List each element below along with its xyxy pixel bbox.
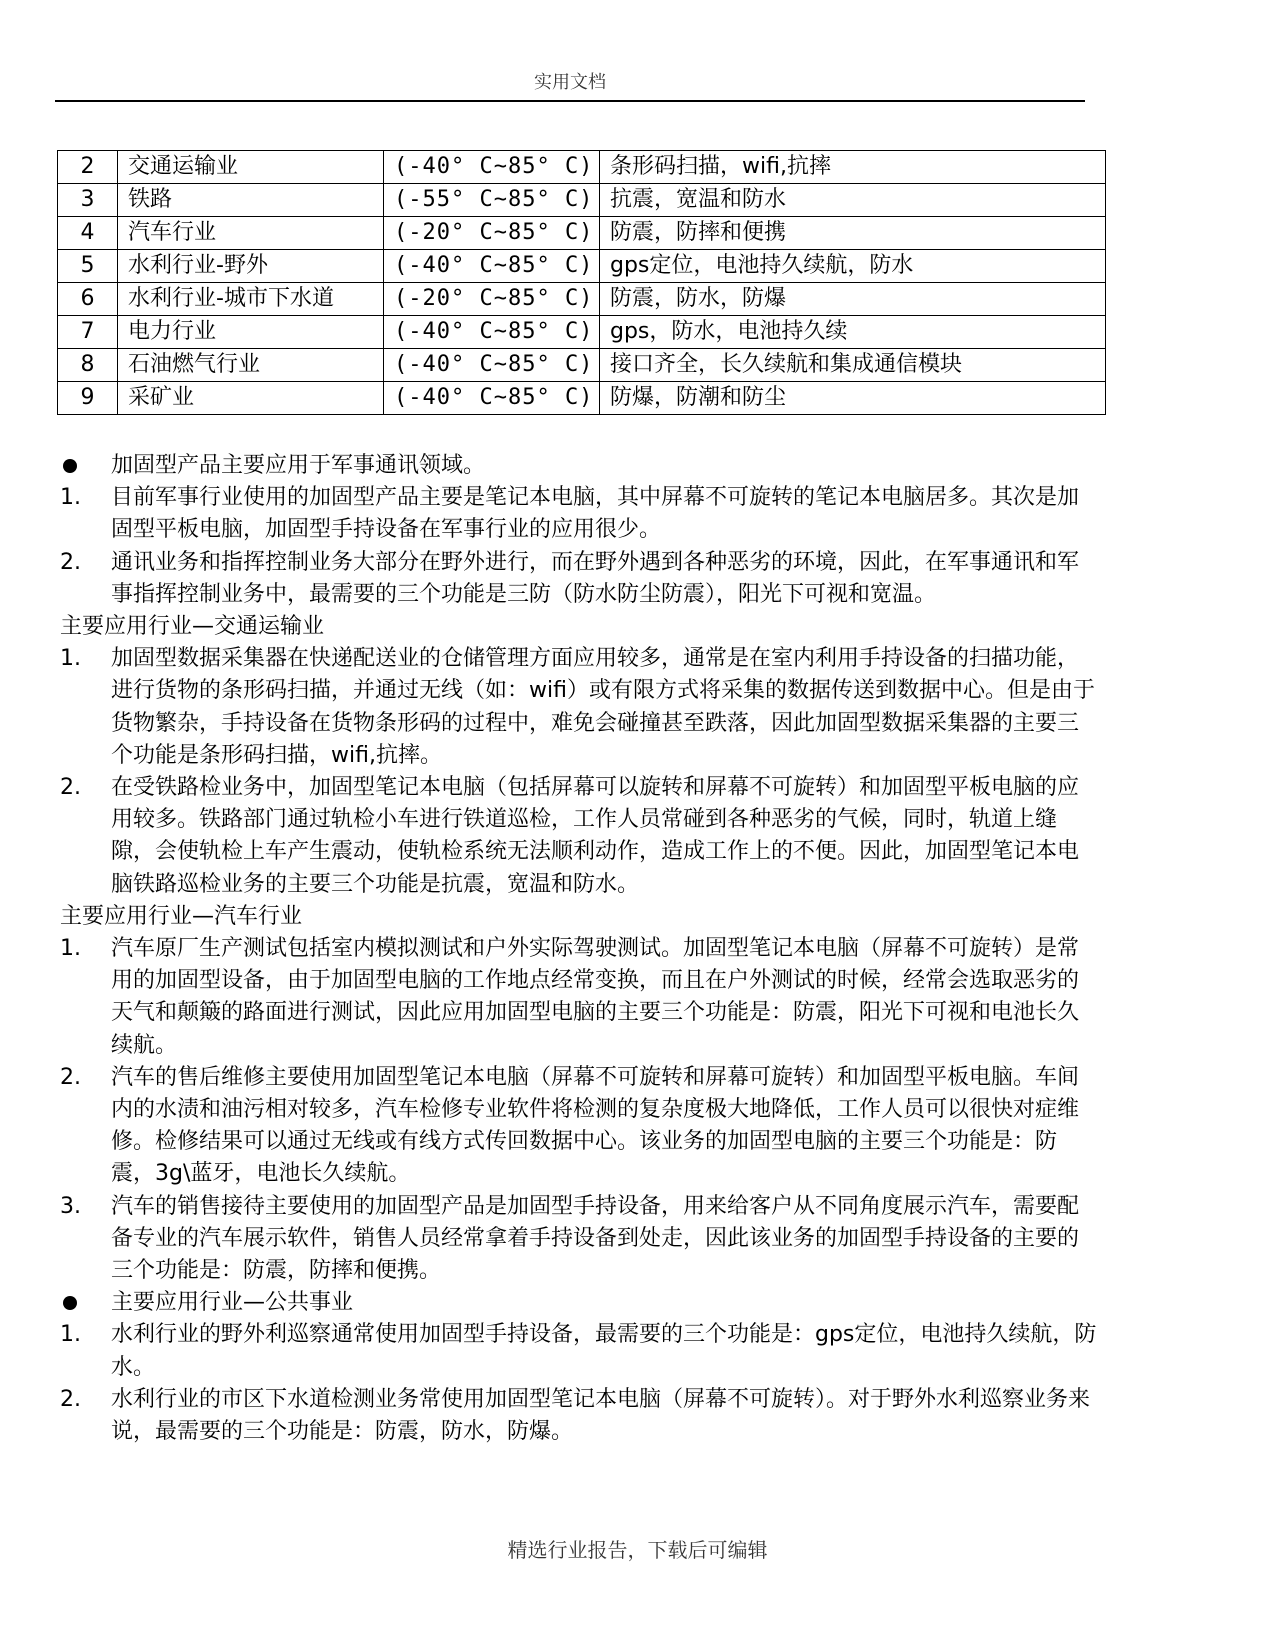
row-number: 4 xyxy=(58,217,118,250)
list-text: 目前军事行业使用的加固型产品主要是笔记本电脑，其中屏幕不可旋转的笔记本电脑居多。其次是加固型平板电脑，加固型手持设备在军事行业的应用很少。 xyxy=(111,485,1080,543)
table-row xyxy=(58,349,1106,382)
list-text: 水利行业的野外利巡察通常使用加固型手持设备，最需要的三个功能是：gps定位，电池持久续航，防水。 xyxy=(111,1322,1097,1380)
list-item xyxy=(60,1062,1100,1191)
industry-cell: 石油燃气行业 xyxy=(118,349,384,382)
row-number: 6 xyxy=(58,283,118,316)
industry-cell: 水利行业-城市下水道 xyxy=(118,283,384,316)
industry-cell: 交通运输业 xyxy=(118,151,384,184)
bullet-text: 加固型产品主要应用于军事通讯领域。 xyxy=(111,453,486,478)
bullet-paragraph xyxy=(60,450,1100,482)
list-number: 1. xyxy=(60,485,81,511)
table-row xyxy=(58,151,1106,184)
table-row xyxy=(58,217,1106,250)
list-number: 2. xyxy=(60,1064,81,1090)
temperature-cell: (-20° C~85° C) xyxy=(384,283,600,316)
functions-cell: 条形码扫描，wifi,抗摔 xyxy=(600,151,1106,184)
table-row xyxy=(58,316,1106,349)
bullet-paragraph xyxy=(60,1287,1100,1319)
temperature-cell: (-40° C~85° C) xyxy=(384,316,600,349)
industry-cell: 汽车行业 xyxy=(118,217,384,250)
list-number: 1. xyxy=(60,936,81,962)
functions-cell: 防震，防摔和便携 xyxy=(600,217,1106,250)
functions-cell: gps定位，电池持久续航，防水 xyxy=(600,250,1106,283)
bullet-text: 主要应用行业—公共事业 xyxy=(111,1290,354,1316)
industry-cell: 水利行业-野外 xyxy=(118,250,384,283)
functions-cell: 防震，防水，防爆 xyxy=(600,283,1106,316)
document-body xyxy=(60,450,1100,1448)
temperature-cell: (-40° C~85° C) xyxy=(384,250,600,283)
list-number: 1. xyxy=(60,1322,81,1348)
header-title: 实用文档 xyxy=(534,72,606,93)
row-number: 7 xyxy=(58,316,118,349)
list-item xyxy=(60,1319,1100,1383)
temperature-cell: (-40° C~85° C) xyxy=(384,349,600,382)
list-item xyxy=(60,1384,1100,1448)
functions-cell: 接口齐全，长久续航和集成通信模块 xyxy=(600,349,1106,382)
functions-cell: 抗震，宽温和防水 xyxy=(600,184,1106,217)
list-text: 汽车的销售接待主要使用的加固型产品是加固型手持设备，用来给客户从不同角度展示汽车，需要配备专业的汽车展示软件，销售人员经常拿着手持设备到处走，因此该业务的加固型手持设备的主要的三个功能是：防震，防摔和便携。 xyxy=(111,1193,1080,1284)
functions-cell: gps，防水，电池持久续 xyxy=(600,316,1106,349)
list-number: 3. xyxy=(60,1193,81,1219)
industry-cell: 铁路 xyxy=(118,184,384,217)
row-number: 5 xyxy=(58,250,118,283)
list-text: 汽车的售后维修主要使用加固型笔记本电脑（屏幕不可旋转和屏幕可旋转）和加固型平板电脑。车间内的水渍和油污相对较多，汽车检修专业软件将检测的复杂度极大地降低，工作人员可以很快对症维修。检修结果可以通过无线或有线方式传回数据中心。该业务的加固型电脑的主要三个功能是：防震，3g\蓝牙，电池长久续航。 xyxy=(111,1064,1080,1187)
bullet-icon xyxy=(63,1296,77,1310)
list-number: 2. xyxy=(60,775,81,801)
list-number: 1. xyxy=(60,646,81,672)
row-number: 3 xyxy=(58,184,118,217)
table-row xyxy=(58,382,1106,415)
page-header xyxy=(55,68,1085,102)
temperature-cell: (-55° C~85° C) xyxy=(384,184,600,217)
list-text: 通讯业务和指挥控制业务大部分在野外进行，而在野外遇到各种恶劣的环境，因此，在军事通讯和军事指挥控制业务中，最需要的三个功能是三防（防水防尘防震），阳光下可视和宽温。 xyxy=(111,549,1080,607)
list-item xyxy=(60,772,1100,901)
bullet-icon xyxy=(63,459,77,473)
table-row xyxy=(58,250,1106,283)
temperature-cell: (-40° C~85° C) xyxy=(384,382,600,415)
list-text: 加固型数据采集器在快递配送业的仓储管理方面应用较多，通常是在室内利用手持设备的扫描功能，进行货物的条形码扫描，并通过无线（如：wifi）或有限方式将采集的数据传送到数据中心。但是由于货物繁杂，手持设备在货物条形码的过程中，难免会碰撞甚至跌落，因此加固型数据采集器的主要三个功能是条形码扫描，wifi,抗摔。 xyxy=(111,646,1095,768)
list-item xyxy=(60,547,1100,611)
list-number: 2. xyxy=(60,1386,81,1412)
list-item xyxy=(60,643,1100,772)
section-heading: 主要应用行业—交通运输业 xyxy=(60,614,325,640)
list-item xyxy=(60,482,1100,546)
list-item xyxy=(60,933,1100,1062)
list-text: 水利行业的市区下水道检测业务常使用加固型笔记本电脑（屏幕不可旋转）。对于野外水利巡察业务来说，最需要的三个功能是：防震，防水，防爆。 xyxy=(111,1386,1091,1445)
row-number: 8 xyxy=(58,349,118,382)
industry-table xyxy=(57,150,1106,415)
list-number: 2. xyxy=(60,549,81,575)
table-row xyxy=(58,283,1106,316)
temperature-cell: (-20° C~85° C) xyxy=(384,217,600,250)
temperature-cell: (-40° C~85° C) xyxy=(384,151,600,184)
page-footer: 精选行业报告，下载后可编辑 xyxy=(507,1538,768,1562)
list-item xyxy=(60,1191,1100,1288)
industry-cell: 采矿业 xyxy=(118,382,384,415)
row-number: 9 xyxy=(58,382,118,415)
table-row xyxy=(58,184,1106,217)
list-text: 在受铁路检业务中，加固型笔记本电脑（包括屏幕可以旋转和屏幕不可旋转）和加固型平板电脑的应用较多。铁路部门通过轨检小车进行铁道巡检，工作人员常碰到各种恶劣的气候，同时，轨道上缝隙，会使轨检上车产生震动，使轨检系统无法顺利动作，造成工作上的不便。因此，加固型笔记本电脑铁路巡检业务的主要三个功能是抗震，宽温和防水。 xyxy=(111,775,1080,897)
list-text: 汽车原厂生产测试包括室内模拟测试和户外实际驾驶测试。加固型笔记本电脑（屏幕不可旋转）是常用的加固型设备，由于加固型电脑的工作地点经常变换，而且在户外测试的时候，经常会选取恶劣的天气和颠簸的路面进行测试，因此应用加固型电脑的主要三个功能是：防震，阳光下可视和电池长久续航。 xyxy=(111,936,1080,1058)
row-number: 2 xyxy=(58,151,118,184)
functions-cell: 防爆，防潮和防尘 xyxy=(600,382,1106,415)
section-heading: 主要应用行业—汽车行业 xyxy=(60,903,303,929)
industry-cell: 电力行业 xyxy=(118,316,384,349)
